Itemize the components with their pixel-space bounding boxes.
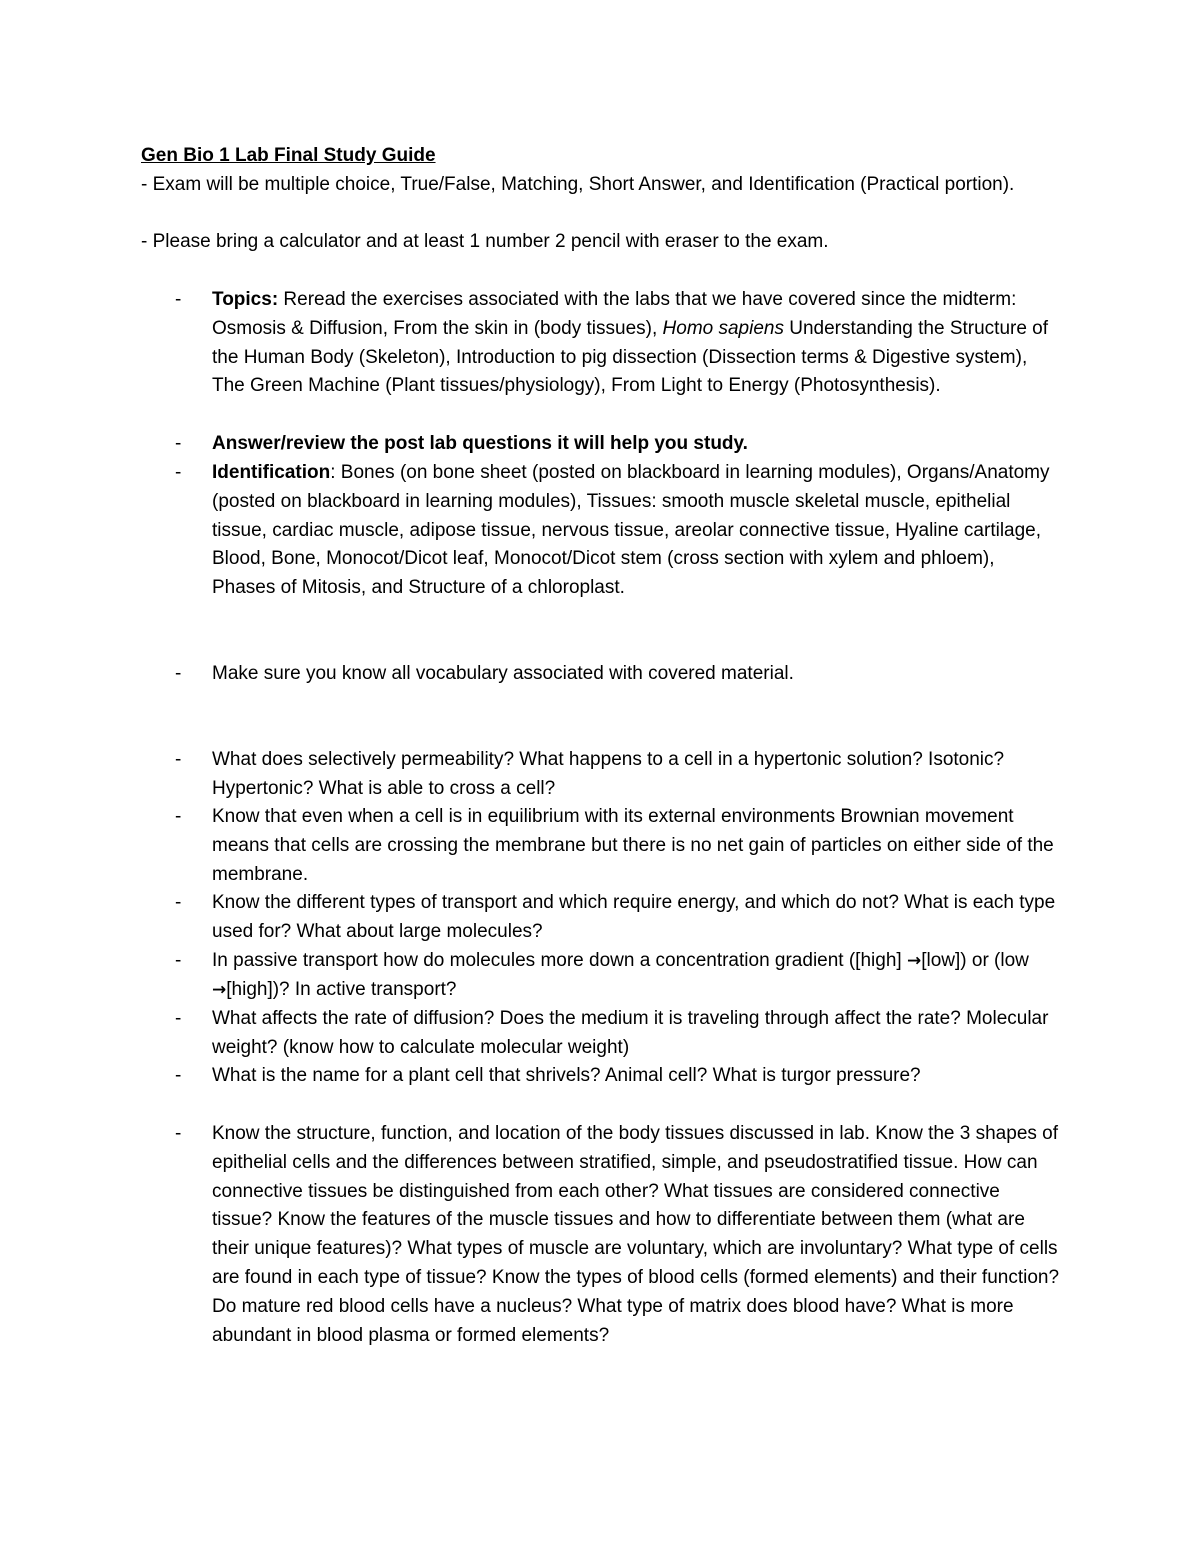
topics-label: Topics:: [212, 289, 279, 310]
arrow-right-icon: →: [212, 979, 227, 1000]
topics-text: [212, 286, 1062, 401]
intro-exam-format: - Exam will be multiple choice, True/False, Matching, Short Answer, and Identification (Practical portion).: [141, 174, 1015, 195]
arrow-right-icon: →: [906, 951, 922, 971]
bullet-dash: -: [175, 289, 182, 310]
bullet-dash: -: [175, 433, 182, 454]
intro-materials: - Please bring a calculator and at least 1 number 2 pencil with eraser to the exam.: [141, 231, 829, 252]
topics-text-part1: Reread the exercises associated with the labs that we have covered since the midterm: Osmosis & Diffusion, From the skin in (body tissues),: [212, 289, 1017, 339]
document-title: Gen Bio 1 Lab Final Study Guide: [141, 145, 436, 166]
bullet-dash: -: [175, 806, 182, 827]
identification-text: Identification: Bones (on bone sheet (posted on blackboard in learning modules), Organs/Anatomy (posted on blackboard in learning modules), Tissues: smooth muscle skeletal muscle, epithelial tissue, cardiac muscle, adipose tissue, nervous tissue, areolar connective tissue, Hyaline cartilage, Blood, Bone, Monocot/Dicot leaf, Monocot/Dicot stem (cross section with xylem and phloem), Phases of Mitosis, and Structure of a chloroplast.: [212, 462, 1050, 599]
bullet-dash: -: [175, 1123, 182, 1144]
transport-text: Know the different types of transport and which require energy, and which do not? What is each type used for? What about large molecules?: [212, 892, 1056, 942]
vocab-text: Make sure you know all vocabulary associated with covered material.: [212, 663, 794, 684]
diffusion-rate-text: What affects the rate of diffusion? Does the medium it is traveling through affect the rate? Molecular weight? (know how to calculate molecular weight): [212, 1008, 1049, 1058]
bullet-dash: -: [175, 892, 182, 913]
bullet-dash: -: [175, 950, 182, 971]
answer-review-text: Answer/review the post lab questions it will help you study.: [212, 433, 748, 454]
identification-label: Identification: [212, 462, 331, 483]
topics-text-part2: Understanding the Structure of the Human Body (Skeleton), Introduction to pig dissection (Dissection terms & Digestive system), The Green Machine (Plant tissues/physiology), From Light to Energy (Photosynthesis).: [212, 317, 1049, 397]
permeability-text: What does selectively permeability? What happens to a cell in a hypertonic solution? Isotonic? Hypertonic? What is able to cross a cell?: [212, 749, 1005, 799]
bullet-dash: -: [175, 1008, 182, 1029]
bullet-dash: -: [175, 1065, 182, 1086]
bullet-dash: -: [175, 462, 182, 483]
bullet-dash: -: [175, 663, 182, 684]
bullet-dash: -: [175, 749, 182, 770]
passive-transport-text: In passive transport how do molecules more down a concentration gradient ([high] →[low]) or (low →[high])? In active transport?: [212, 950, 1029, 1000]
tissues-text: Know the structure, function, and location of the body tissues discussed in lab. Know the 3 shapes of epithelial cells and the differences between stratified, simple, and pseudostratified tissue. How can connective tissues be distinguished from each other? What tissues are considered connective tissue? Know the features of the muscle tissues and how to differentiate between them (what are their unique features)? What types of muscle are voluntary, which are involuntary? What type of cells are found in each type of tissue? Know the types of blood cells (formed elements) and their function? Do mature red blood cells have a nucleus? What type of matrix does blood have? What is more abundant in blood plasma or formed elements?: [212, 1123, 1060, 1346]
topics-italic: Homo sapiens: [662, 317, 784, 339]
plant-cell-text: What is the name for a plant cell that shrivels? Animal cell? What is turgor pressure?: [212, 1065, 921, 1086]
equilibrium-text: Know that even when a cell is in equilibrium with its external environments Brownian movement means that cells are crossing the membrane but there is no net gain of particles on either side of the membrane.: [212, 806, 1054, 885]
